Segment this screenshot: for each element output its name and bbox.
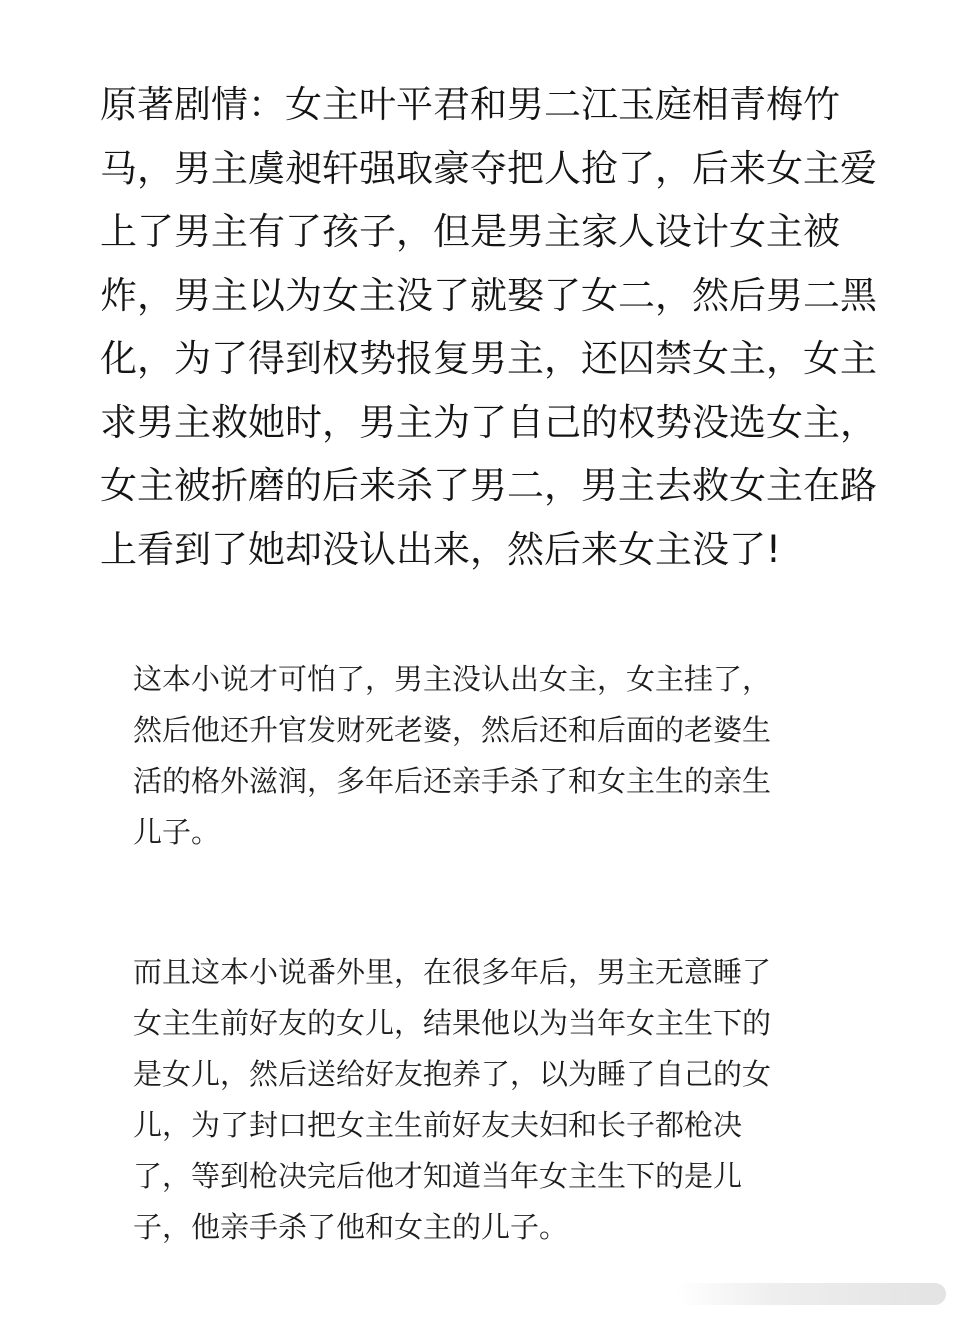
paragraph-comment-2 [133,947,771,1253]
text-line: 是女儿，然后送给好友抱养了，以为睡了自己的女 [133,1057,772,1091]
text-line: 原著剧情：女主叶平君和男二江玉庭相青梅竹 [100,83,840,126]
text-line: 儿，为了封口把女主生前好友夫妇和长子都枪决 [133,1108,743,1142]
text-line: 然后他还升官发财死老婆，然后还和后面的老婆生 [133,713,772,747]
text-line: 化，为了得到权势报复男主，还囚禁女主，女主 [100,337,877,380]
text-line: 子，他亲手杀了他和女主的儿子。 [133,1210,569,1244]
paragraph-comment-1 [133,654,771,858]
paragraph-plot-summary [100,73,877,581]
text-line: 了，等到枪决完后他才知道当年女主生下的是儿 [133,1159,743,1193]
text-line: 活的格外滋润，多年后还亲手杀了和女主生的亲生 [133,764,772,798]
text-line: 求男主救她时，男主为了自己的权势没选女主， [100,400,877,444]
text-line: 上看到了她却没认出来，然后来女主没了! [100,527,781,571]
text-line: 女主被折磨的后来杀了男二，男主去救女主在路 [100,464,877,507]
text-line: 这本小说才可怕了，男主没认出女主，女主挂了， [133,662,772,696]
text-line: 儿子。 [133,815,221,849]
text-line: 女主生前好友的女儿，结果他以为当年女主生下的 [133,1006,772,1040]
text-line: 上了男主有了孩子，但是男主家人设计女主被 [100,210,840,253]
text-line: 马，男主虞昶轩强取豪夺把人抢了，后来女主爱 [100,146,877,190]
watermark [676,1283,946,1305]
text-line: 而且这本小说番外里，在很多年后，男主无意睡了 [133,955,772,989]
text-line: 炸，男主以为女主没了就娶了女二，然后男二黑 [100,273,877,317]
